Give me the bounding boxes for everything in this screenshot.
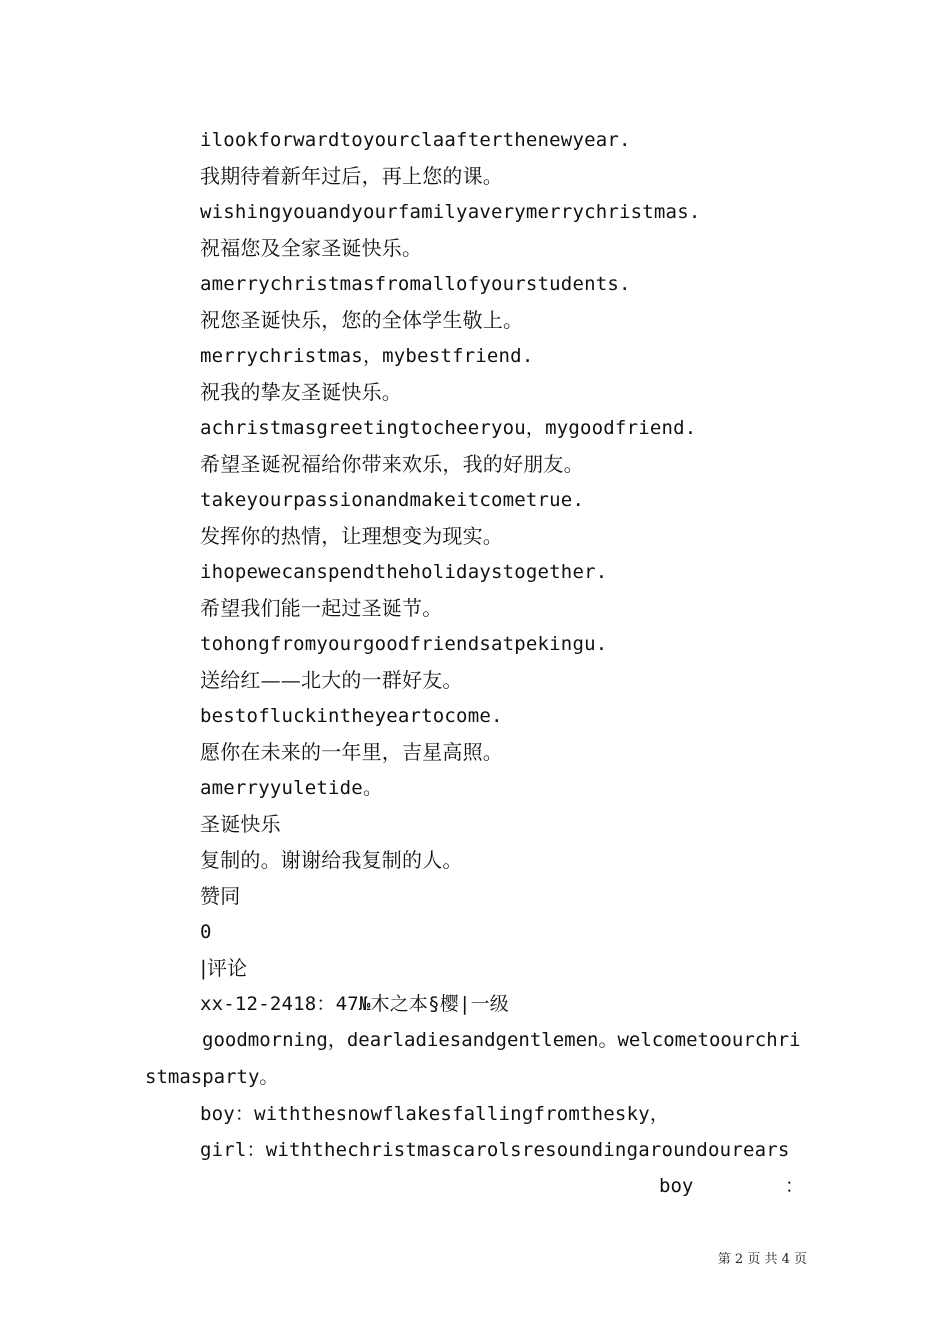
text-line: amerrychristmasfromallofyourstudents.	[200, 273, 631, 295]
text-line: takeyourpassionandmakeitcometrue.	[200, 489, 585, 511]
comment-label: |评论	[200, 956, 248, 980]
text-line: 送给红——北大的一群好友。	[200, 668, 463, 692]
page-footer: 第 2 页 共 4 页	[717, 1252, 807, 1267]
text-line: boy：withthesnowflakesfallingfromthesky，	[200, 1103, 670, 1125]
paragraph-text: goodmorning，dearladiesandgentlemen。welcometoourchristmasparty。	[145, 1029, 801, 1088]
text-line: 希望圣诞祝福给你带来欢乐，我的好朋友。	[200, 452, 584, 476]
text-line: amerryyuletide。	[200, 777, 383, 799]
text-line: 发挥你的热情，让理想变为现实。	[200, 524, 503, 548]
text-line: ihopewecanspendtheholidaystogether.	[200, 561, 608, 583]
text-line: girl：withthechristmascarolsresoundingaroundourears	[200, 1139, 790, 1161]
text-line: bestofluckintheyeartocome.	[200, 705, 503, 727]
text-line: wishingyouandyourfamilyaverymerrychristmas.	[200, 201, 701, 223]
document-body	[145, 122, 810, 1204]
upvote-count: 0	[200, 921, 212, 943]
text-line: achristmasgreetingtocheeryou，mygoodfriend.	[200, 417, 697, 439]
comment-meta: xx-12-2418：47№木之本§樱|一级	[200, 993, 509, 1015]
text-line: 圣诞快乐	[200, 812, 281, 836]
text-line: 祝我的挚友圣诞快乐。	[200, 380, 402, 404]
upvote-label: 赞同	[200, 884, 241, 908]
trailing-line	[145, 1168, 810, 1204]
text-line: 祝您圣诞快乐，您的全体学生敬上。	[200, 308, 524, 332]
text-line: 祝福您及全家圣诞快乐。	[200, 236, 423, 260]
text-line: 复制的。谢谢给我复制的人。	[200, 848, 463, 872]
text-line: 愿你在未来的一年里，吉星高照。	[200, 740, 503, 764]
text-line: ilookforwardtoyourclaafterthenewyear.	[200, 129, 631, 151]
text-line: merrychristmas，mybestfriend.	[200, 345, 534, 367]
text-line: 希望我们能一起过圣诞节。	[200, 596, 443, 620]
text-line: 我期待着新年过后，再上您的课。	[200, 164, 503, 188]
trailing-colon: ：	[785, 1175, 805, 1197]
trailing-word: boy	[659, 1175, 694, 1197]
text-line: tohongfromyourgoodfriendsatpekingu.	[200, 633, 608, 655]
